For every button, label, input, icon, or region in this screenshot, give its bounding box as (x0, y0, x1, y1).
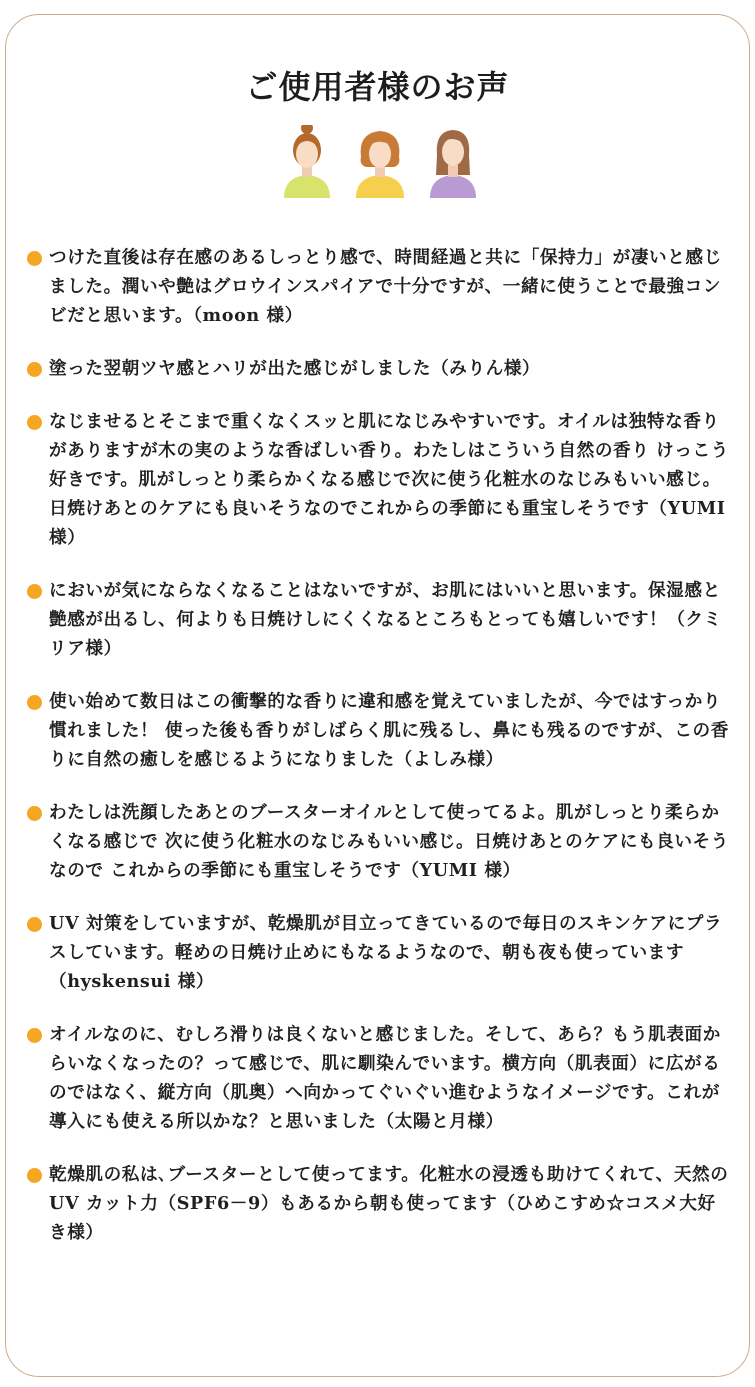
woman-short-hair-avatar-icon (356, 131, 404, 198)
review-text: オイルなのに、むしろ滑りは良くないと感じました。そして、あら？もう肌表面からいなくなったの？って感じで、肌に馴染んでいます。横方向（肌表面）に広がるのではなく、縦方向（肌奥）へ向かってぐいぐい進むようなイメージです。これが導入にも使える所以かな？と思いました（太陽と月様） (49, 1024, 721, 1132)
review-text: UV 対策をしていますが、乾燥肌が目立ってきているので毎日のスキンケアにプラスしています。軽めの日焼け止めにもなるようなので、朝も夜も使っています（hyskensui 様） (49, 913, 723, 992)
woman-long-hair-avatar-icon (430, 130, 476, 198)
orange-dot-bullet-icon (27, 1028, 42, 1043)
review-text: においが気にならなくなることはないですが、お肌にはいいと思います。保湿感と艶感が出るし、何よりも日焼けしにくくなるところもとっても嬉しいです！（クミリア様） (49, 580, 722, 659)
woman-bun-avatar-icon (284, 125, 330, 198)
page-title: ご使用者様のお声 (245, 68, 510, 106)
review-text: つけた直後は存在感のあるしっとり感で、時間経過と共に「保持力」が凄いと感じました。潤いや艶はグロウインスパイアで十分ですが、一緒に使うことで最強コンビだと思います。（moon 様） (49, 247, 722, 326)
orange-dot-bullet-icon (27, 362, 42, 377)
orange-dot-bullet-icon (27, 1168, 42, 1183)
orange-dot-bullet-icon (27, 695, 42, 710)
review-text: 乾燥肌の私は､ブースターとして使ってます。化粧水の浸透も助けてくれて、天然の UV カット力（SPF6－9）もあるから朝も使ってます（ひめこすめ☆コスメ大好き様） (49, 1164, 729, 1243)
review-item (27, 407, 732, 552)
review-item (27, 798, 732, 885)
avatar-illustration (280, 125, 480, 200)
review-item (27, 909, 732, 996)
avatar-group (280, 125, 480, 200)
orange-dot-bullet-icon (27, 584, 42, 599)
review-item (27, 354, 732, 383)
review-list (27, 243, 732, 1271)
review-text: なじませるとそこまで重くなくスッと肌になじみやすいです。オイルは独特な香りがありますが木の実のような香ばしい香り。わたしはこういう自然の香り けっこう好きです。肌がしっとり柔らかくなる感じで次に使う化粧水のなじみもいい感じ。日焼けあとのケアにも良いそうなのでこれからの季節にも重宝しそうです（YUMI 様） (49, 411, 729, 548)
review-item (27, 687, 732, 774)
review-item (27, 1160, 732, 1247)
orange-dot-bullet-icon (27, 415, 42, 430)
review-text: わたしは洗顔したあとのブースターオイルとして使ってるよ。肌がしっとり柔らかくなる感じで 次に使う化粧水のなじみもいい感じ。日焼けあとのケアにも良いそうなので これからの季節にも重宝しそうです（YUMI 様） (49, 802, 729, 881)
review-text: 使い始めて数日はこの衝撃的な香りに違和感を覚えていましたが、今ではすっかり慣れました！ 使った後も香りがしばらく肌に残るし、鼻にも残るのですが、この香りに自然の癒しを感じるようになりました（よしみ様） (49, 691, 729, 770)
review-item (27, 576, 732, 663)
orange-dot-bullet-icon (27, 917, 42, 932)
review-item (27, 1020, 732, 1136)
orange-dot-bullet-icon (27, 251, 42, 266)
review-text: 塗った翌朝ツヤ感とハリが出た感じがしました（みりん様） (49, 358, 541, 379)
orange-dot-bullet-icon (27, 806, 42, 821)
review-item (27, 243, 732, 330)
